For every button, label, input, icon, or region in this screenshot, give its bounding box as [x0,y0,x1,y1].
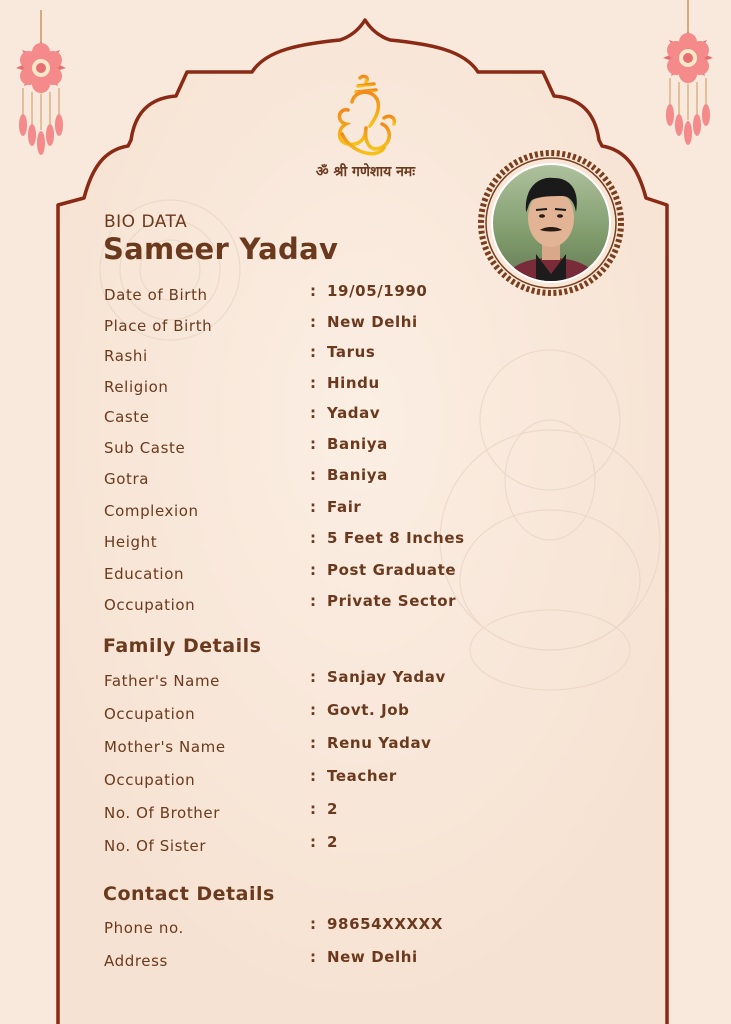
detail-row-religion [104,374,524,396]
detail-row-rashi [104,343,524,365]
detail-value: Yadav [327,404,381,422]
detail-value: Baniya [327,435,388,453]
separator: : [310,466,317,484]
detail-label: Mother's Name [104,738,226,756]
detail-label: Occupation [104,771,196,789]
detail-label: Father's Name [104,672,220,690]
family-details-title: Family Details [103,635,262,657]
detail-label: Sub Caste [104,439,186,457]
detail-label: No. Of Brother [104,804,221,822]
separator: : [310,734,317,752]
ganesha-om-icon [330,72,402,164]
hanging-flower-left-icon [8,0,78,160]
detail-value: 5 Feet 8 Inches [327,529,465,547]
separator: : [310,529,317,547]
contact-details-title: Contact Details [103,883,275,905]
detail-row-education [104,561,524,583]
separator: : [310,561,317,579]
separator: : [310,343,317,361]
detail-label: No. Of Sister [104,837,207,855]
detail-value: Renu Yadav [327,734,432,752]
detail-value: Post Graduate [327,561,457,579]
profile-photo [478,150,624,296]
header-mantra: ॐ श्री गणेशाय नमः [315,164,416,180]
separator: : [310,282,317,300]
detail-label: Occupation [104,705,196,723]
detail-label: Rashi [104,347,148,365]
hanging-flower-right-icon [655,0,725,160]
detail-label: Place of Birth [104,317,213,335]
separator: : [310,800,317,818]
separator: : [310,767,317,785]
detail-label: Caste [104,408,150,426]
family-row-sisters [104,833,524,855]
detail-row-occupation [104,592,524,614]
detail-row-date-of-birth [104,282,524,304]
separator: : [310,668,317,686]
separator: : [310,833,317,851]
detail-label: Phone no. [104,919,184,937]
separator: : [310,498,317,516]
detail-row-gotra [104,466,524,488]
detail-row-place-of-birth [104,313,524,335]
photo-frame [478,150,624,296]
detail-value: New Delhi [327,313,418,331]
detail-value: Hindu [327,374,380,392]
separator: : [310,701,317,719]
detail-row-height [104,529,524,551]
detail-value: Tarus [327,343,376,361]
detail-value: Baniya [327,466,388,484]
family-row-mother-name [104,734,524,756]
contact-row-address [104,948,524,970]
detail-label: Occupation [104,596,196,614]
profile-name: Sameer Yadav [103,232,339,266]
detail-value: Govt. Job [327,701,410,719]
separator: : [310,374,317,392]
detail-value: 2 [327,800,339,818]
detail-row-caste [104,404,524,426]
detail-value: Teacher [327,767,397,785]
family-row-father-name [104,668,524,690]
detail-label: Education [104,565,185,583]
detail-label: Date of Birth [104,286,208,304]
detail-value: 98654XXXXX [327,915,444,933]
separator: : [310,435,317,453]
contact-row-phone [104,915,524,937]
detail-label: Complexion [104,502,199,520]
detail-label: Address [104,952,168,970]
detail-label: Height [104,533,158,551]
bio-data-label: BIO DATA [104,212,188,232]
detail-label: Gotra [104,470,150,488]
detail-value: 2 [327,833,339,851]
separator: : [310,948,317,966]
detail-row-complexion [104,498,524,520]
separator: : [310,313,317,331]
separator: : [310,915,317,933]
detail-value: Private Sector [327,592,457,610]
detail-value: New Delhi [327,948,418,966]
detail-row-sub-caste [104,435,524,457]
family-row-mother-occupation [104,767,524,789]
detail-value: Sanjay Yadav [327,668,446,686]
separator: : [310,592,317,610]
detail-label: Religion [104,378,169,396]
detail-value: 19/05/1990 [327,282,428,300]
family-row-brothers [104,800,524,822]
family-row-father-occupation [104,701,524,723]
separator: : [310,404,317,422]
detail-value: Fair [327,498,362,516]
